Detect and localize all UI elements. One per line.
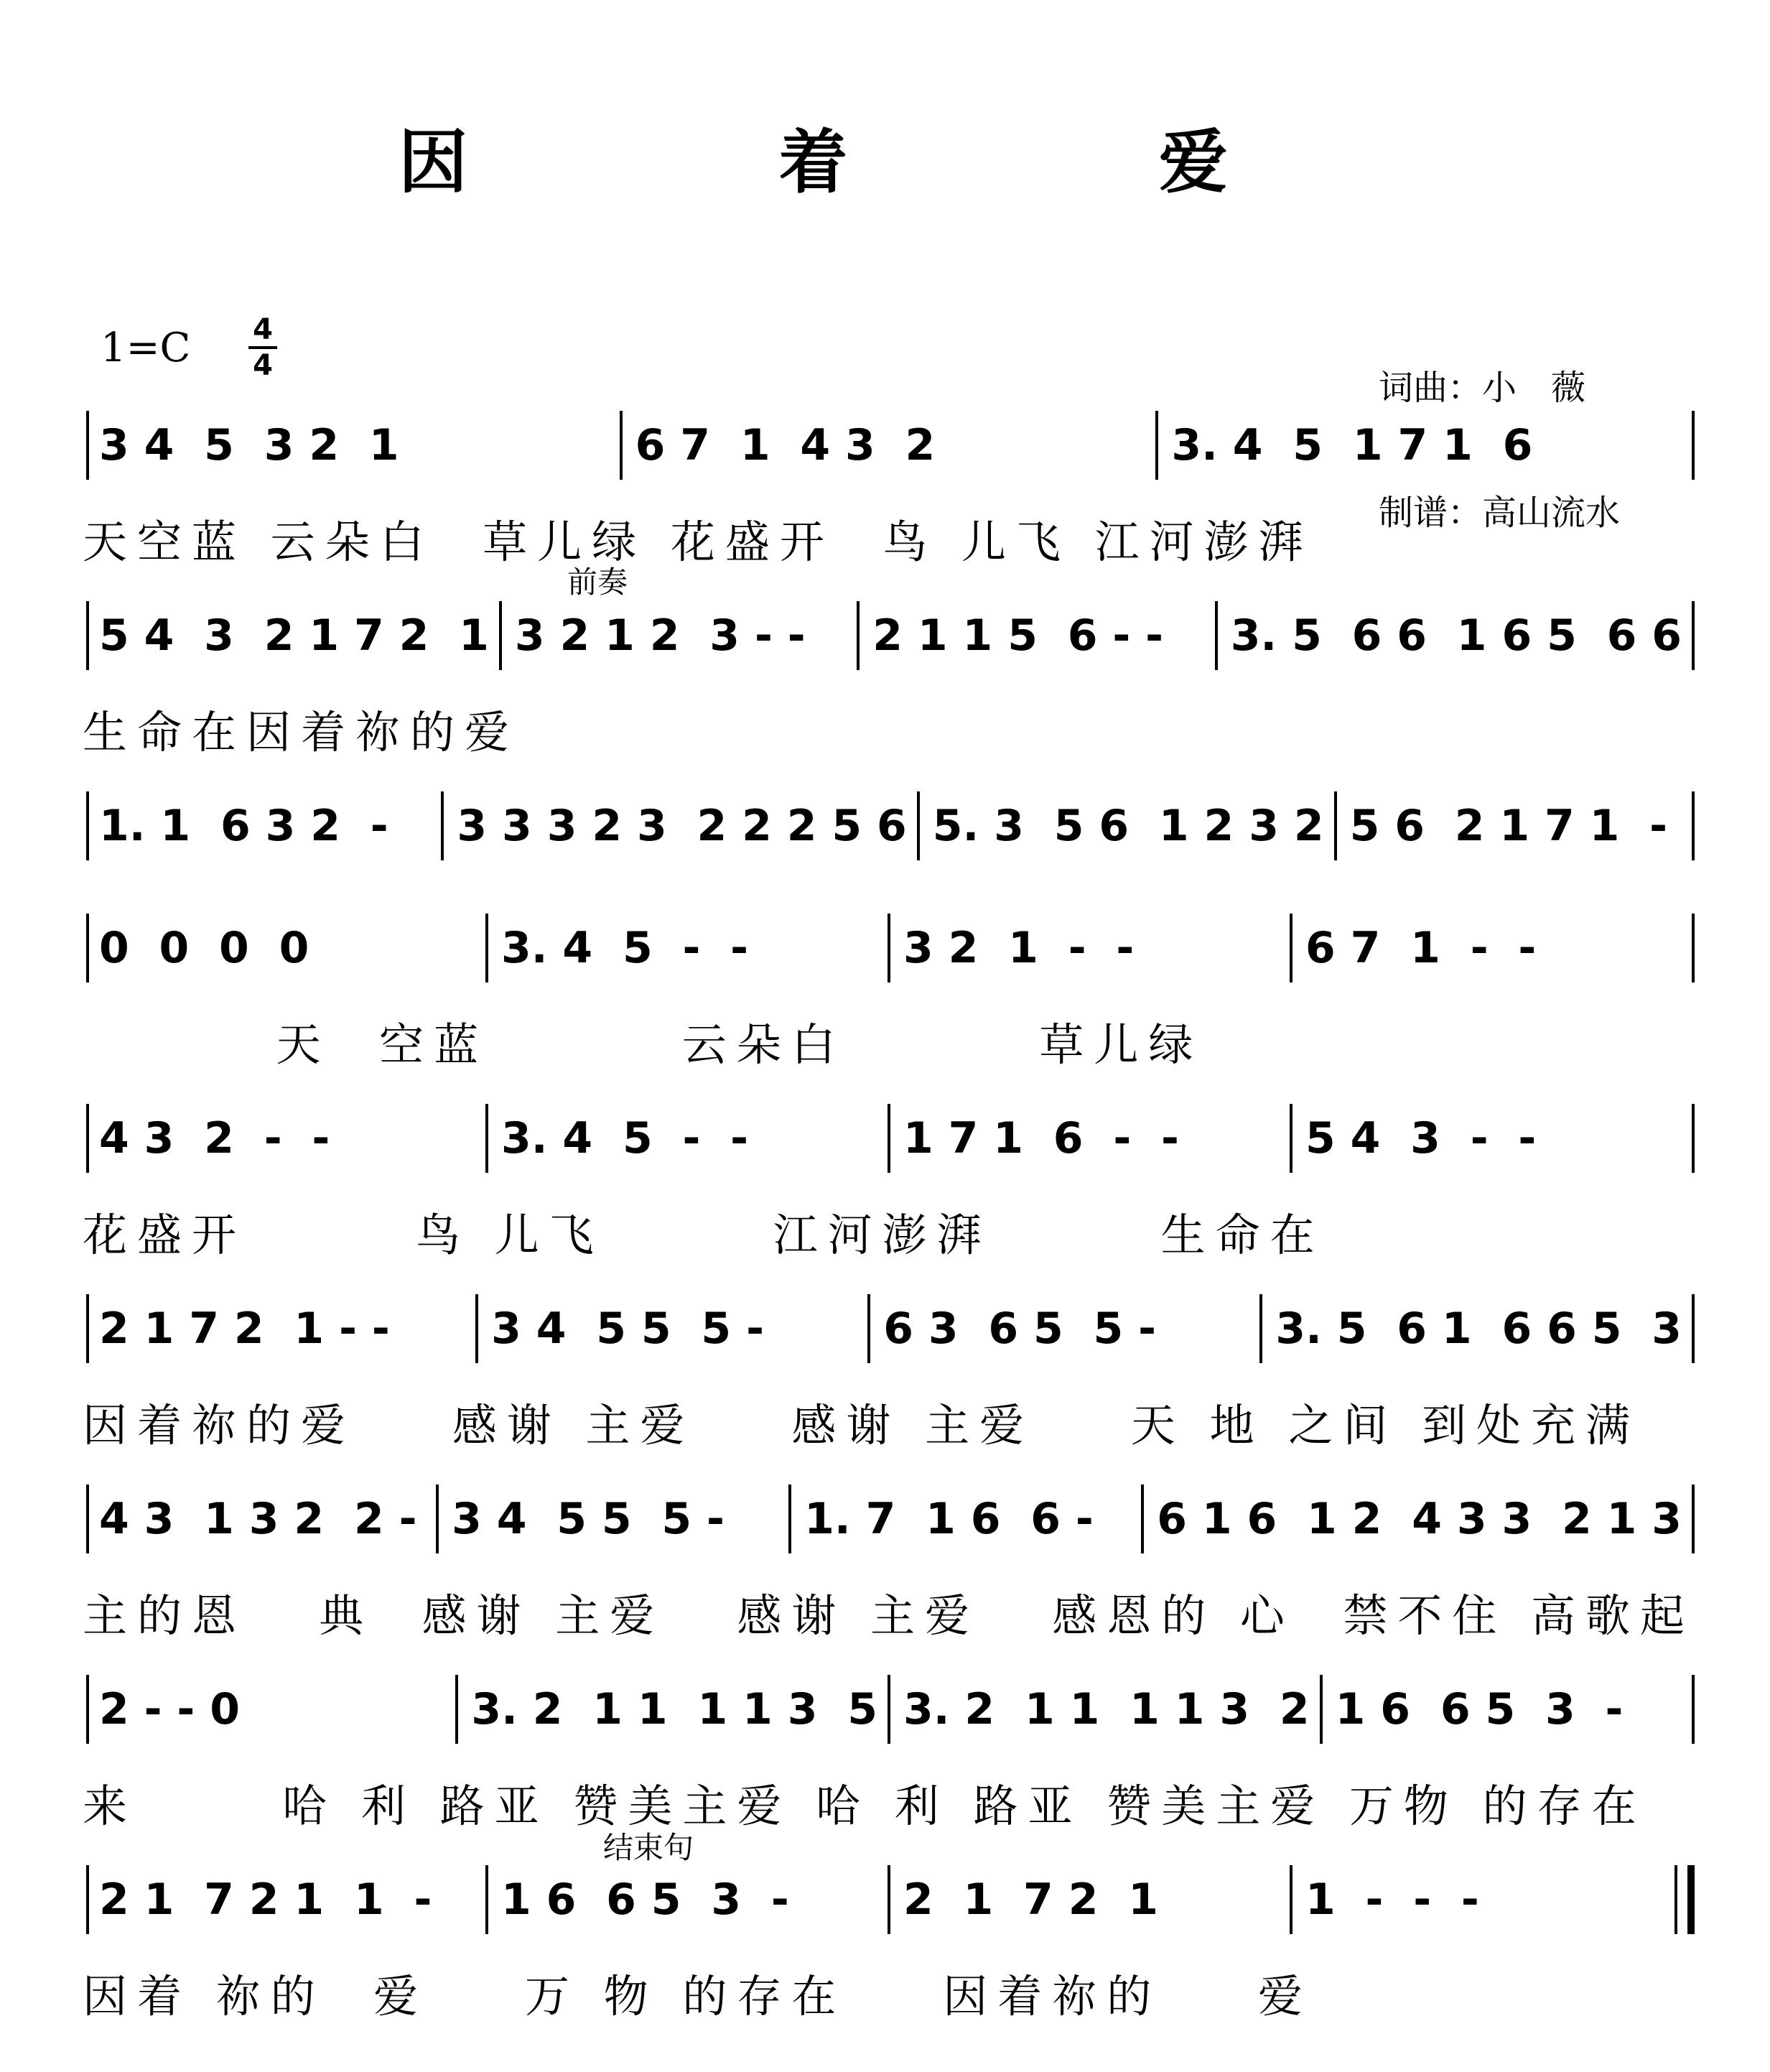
barline-end xyxy=(1692,1294,1695,1363)
measure xyxy=(1337,797,1695,855)
system-4-notes xyxy=(86,919,1695,977)
measure-notes: 3. 4 5 - - xyxy=(501,923,749,973)
arranger-credit: 制谱：高山流水 xyxy=(1379,493,1621,533)
measure-notes: 5 4 3 - - xyxy=(1305,1113,1537,1163)
measure xyxy=(444,797,919,855)
lyrics-music-credit: 词曲：小 薇 xyxy=(1379,368,1586,408)
measure-notes: 1. 1 6 3 2 - xyxy=(99,801,388,851)
measure-notes: 4 3 1 3 2 2 - xyxy=(99,1494,417,1544)
measure-notes: 0 0 0 0 xyxy=(99,923,309,973)
measure-notes: 3 2 1 2 3 - - xyxy=(514,610,806,661)
measure-notes: 4 3 2 - - xyxy=(99,1113,330,1163)
measure-notes: 3 2 1 - - xyxy=(903,923,1135,973)
measure-notes: 1. 7 1 6 6 - xyxy=(804,1494,1094,1544)
measure-notes: 5 4 3 2 1 7 2 1 xyxy=(99,610,489,661)
measure xyxy=(623,417,1159,474)
measure-notes: 2 1 1 5 6 - - xyxy=(872,610,1164,661)
measure xyxy=(86,1110,488,1167)
measure xyxy=(1292,1871,1695,1928)
measure xyxy=(860,607,1217,664)
measure-notes: 1 6 6 5 3 - xyxy=(501,1874,789,1925)
barline-end xyxy=(1692,1675,1695,1744)
measure-notes: 3. 4 5 1 7 1 6 xyxy=(1171,420,1533,470)
measure xyxy=(86,919,488,977)
system-3-notes xyxy=(86,797,1695,855)
measure xyxy=(502,607,860,664)
key-signature: 1=C xyxy=(101,325,191,371)
measure-notes: 1 - - - xyxy=(1305,1874,1479,1925)
final-barline xyxy=(1687,1865,1695,1934)
measure-notes: 5. 3 5 6 1 2 3 2 xyxy=(932,801,1324,851)
measure xyxy=(1292,1110,1695,1167)
measure-notes: 3. 4 5 - - xyxy=(501,1113,749,1163)
measure-notes: 6 3 6 5 5 - xyxy=(883,1304,1157,1354)
system-1-notes xyxy=(86,417,1695,474)
system-8-lyrics: 来 哈 利 路亚 赞美主爱 哈 利 路亚 赞美主爱 万物 的存在 xyxy=(83,1780,1646,1832)
system-9-notes xyxy=(86,1871,1695,1928)
measure xyxy=(478,1300,870,1357)
system-4-lyrics: 天 空蓝 云朵白 草儿绿 xyxy=(83,1018,1203,1071)
measure xyxy=(890,1871,1292,1928)
barline-end xyxy=(1692,601,1695,670)
system-9-lyrics: 因着 祢的 爱 万 物 的存在 因着祢的 爱 xyxy=(83,1970,1313,2022)
system-7-notes xyxy=(86,1490,1695,1548)
measure-notes: 3. 2 1 1 1 1 3 5 xyxy=(471,1684,877,1734)
measure xyxy=(890,1681,1323,1738)
measure xyxy=(890,1110,1292,1167)
measure-notes: 5 6 2 1 7 1 - xyxy=(1349,801,1668,851)
system-2-lyrics: 生命在因着祢的爱 xyxy=(83,706,520,758)
measure xyxy=(86,1490,439,1548)
measure xyxy=(86,1300,478,1357)
measure-notes: 2 1 7 2 1 1 - xyxy=(99,1874,432,1925)
song-title: 因 着 爱 xyxy=(399,122,1371,203)
measure-notes: 3. 5 6 1 6 6 5 3 xyxy=(1275,1304,1682,1354)
barline-end xyxy=(1692,791,1695,860)
system-8-notes xyxy=(86,1681,1695,1738)
time-signature xyxy=(248,315,277,381)
measure xyxy=(86,797,444,855)
barline-end xyxy=(1692,1485,1695,1553)
measure xyxy=(86,1681,458,1738)
measure xyxy=(488,1110,890,1167)
intro-mark: 前奏 xyxy=(567,565,628,600)
measure xyxy=(1292,919,1695,977)
measure xyxy=(458,1681,890,1738)
measure xyxy=(1262,1300,1695,1357)
system-5-notes xyxy=(86,1110,1695,1167)
measure-notes: 3. 2 1 1 1 1 3 2 xyxy=(903,1684,1310,1734)
system-7-lyrics: 主的恩 典 感谢 主爱 感谢 主爱 感恩的 心 禁不住 高歌起 xyxy=(83,1589,1695,1642)
measure-notes: 3 4 5 5 5 - xyxy=(491,1304,764,1354)
measure xyxy=(1218,607,1695,664)
measure-notes: 1 6 6 5 3 - xyxy=(1335,1684,1624,1734)
measure-notes: 1 7 1 6 - - xyxy=(903,1113,1179,1163)
time-top: 4 xyxy=(253,313,273,346)
measure xyxy=(86,607,502,664)
measure xyxy=(86,417,623,474)
measure xyxy=(488,1871,890,1928)
measure xyxy=(439,1490,791,1548)
system-2-notes xyxy=(86,607,1695,664)
measure xyxy=(86,1871,488,1928)
measure xyxy=(920,797,1337,855)
measure-notes: 3 3 3 2 3 2 2 2 5 6 xyxy=(457,801,907,851)
system-6-lyrics: 因着祢的爱 感谢 主爱 感谢 主爱 天 地 之间 到处充满 xyxy=(83,1399,1641,1451)
system-5-lyrics: 花盛开 鸟 儿飞 江河澎湃 生命在 xyxy=(83,1209,1325,1261)
measure xyxy=(791,1490,1144,1548)
measure-notes: 3. 5 6 6 1 6 5 6 6 xyxy=(1230,610,1682,661)
barline-end xyxy=(1692,914,1695,982)
system-6-notes xyxy=(86,1300,1695,1357)
ending-mark: 结束句 xyxy=(603,1830,694,1865)
system-1-lyrics: 天空蓝 云朵白 草儿绿 花盛开 鸟 儿飞 江河澎湃 xyxy=(83,516,1313,568)
barline-end xyxy=(1692,1104,1695,1173)
measure-notes: 2 1 7 2 1 - - xyxy=(99,1304,390,1354)
measure xyxy=(890,919,1292,977)
measure-notes: 6 7 1 - - xyxy=(1305,923,1537,973)
measure-notes: 2 1 7 2 1 xyxy=(903,1874,1158,1925)
measure-notes: 6 1 6 1 2 4 3 3 2 1 3 xyxy=(1157,1494,1682,1544)
measure-notes: 6 7 1 4 3 2 xyxy=(635,420,936,470)
measure-notes: 3 4 5 5 5 - xyxy=(452,1494,725,1544)
measure xyxy=(870,1300,1262,1357)
time-bottom: 4 xyxy=(253,349,273,382)
barline-end xyxy=(1692,411,1695,480)
measure xyxy=(488,919,890,977)
measure-notes: 3 4 5 3 2 1 xyxy=(99,420,399,470)
measure xyxy=(1144,1490,1695,1548)
measure xyxy=(1158,417,1695,474)
measure-notes: 2 - - 0 xyxy=(99,1684,240,1734)
measure xyxy=(1323,1681,1695,1738)
